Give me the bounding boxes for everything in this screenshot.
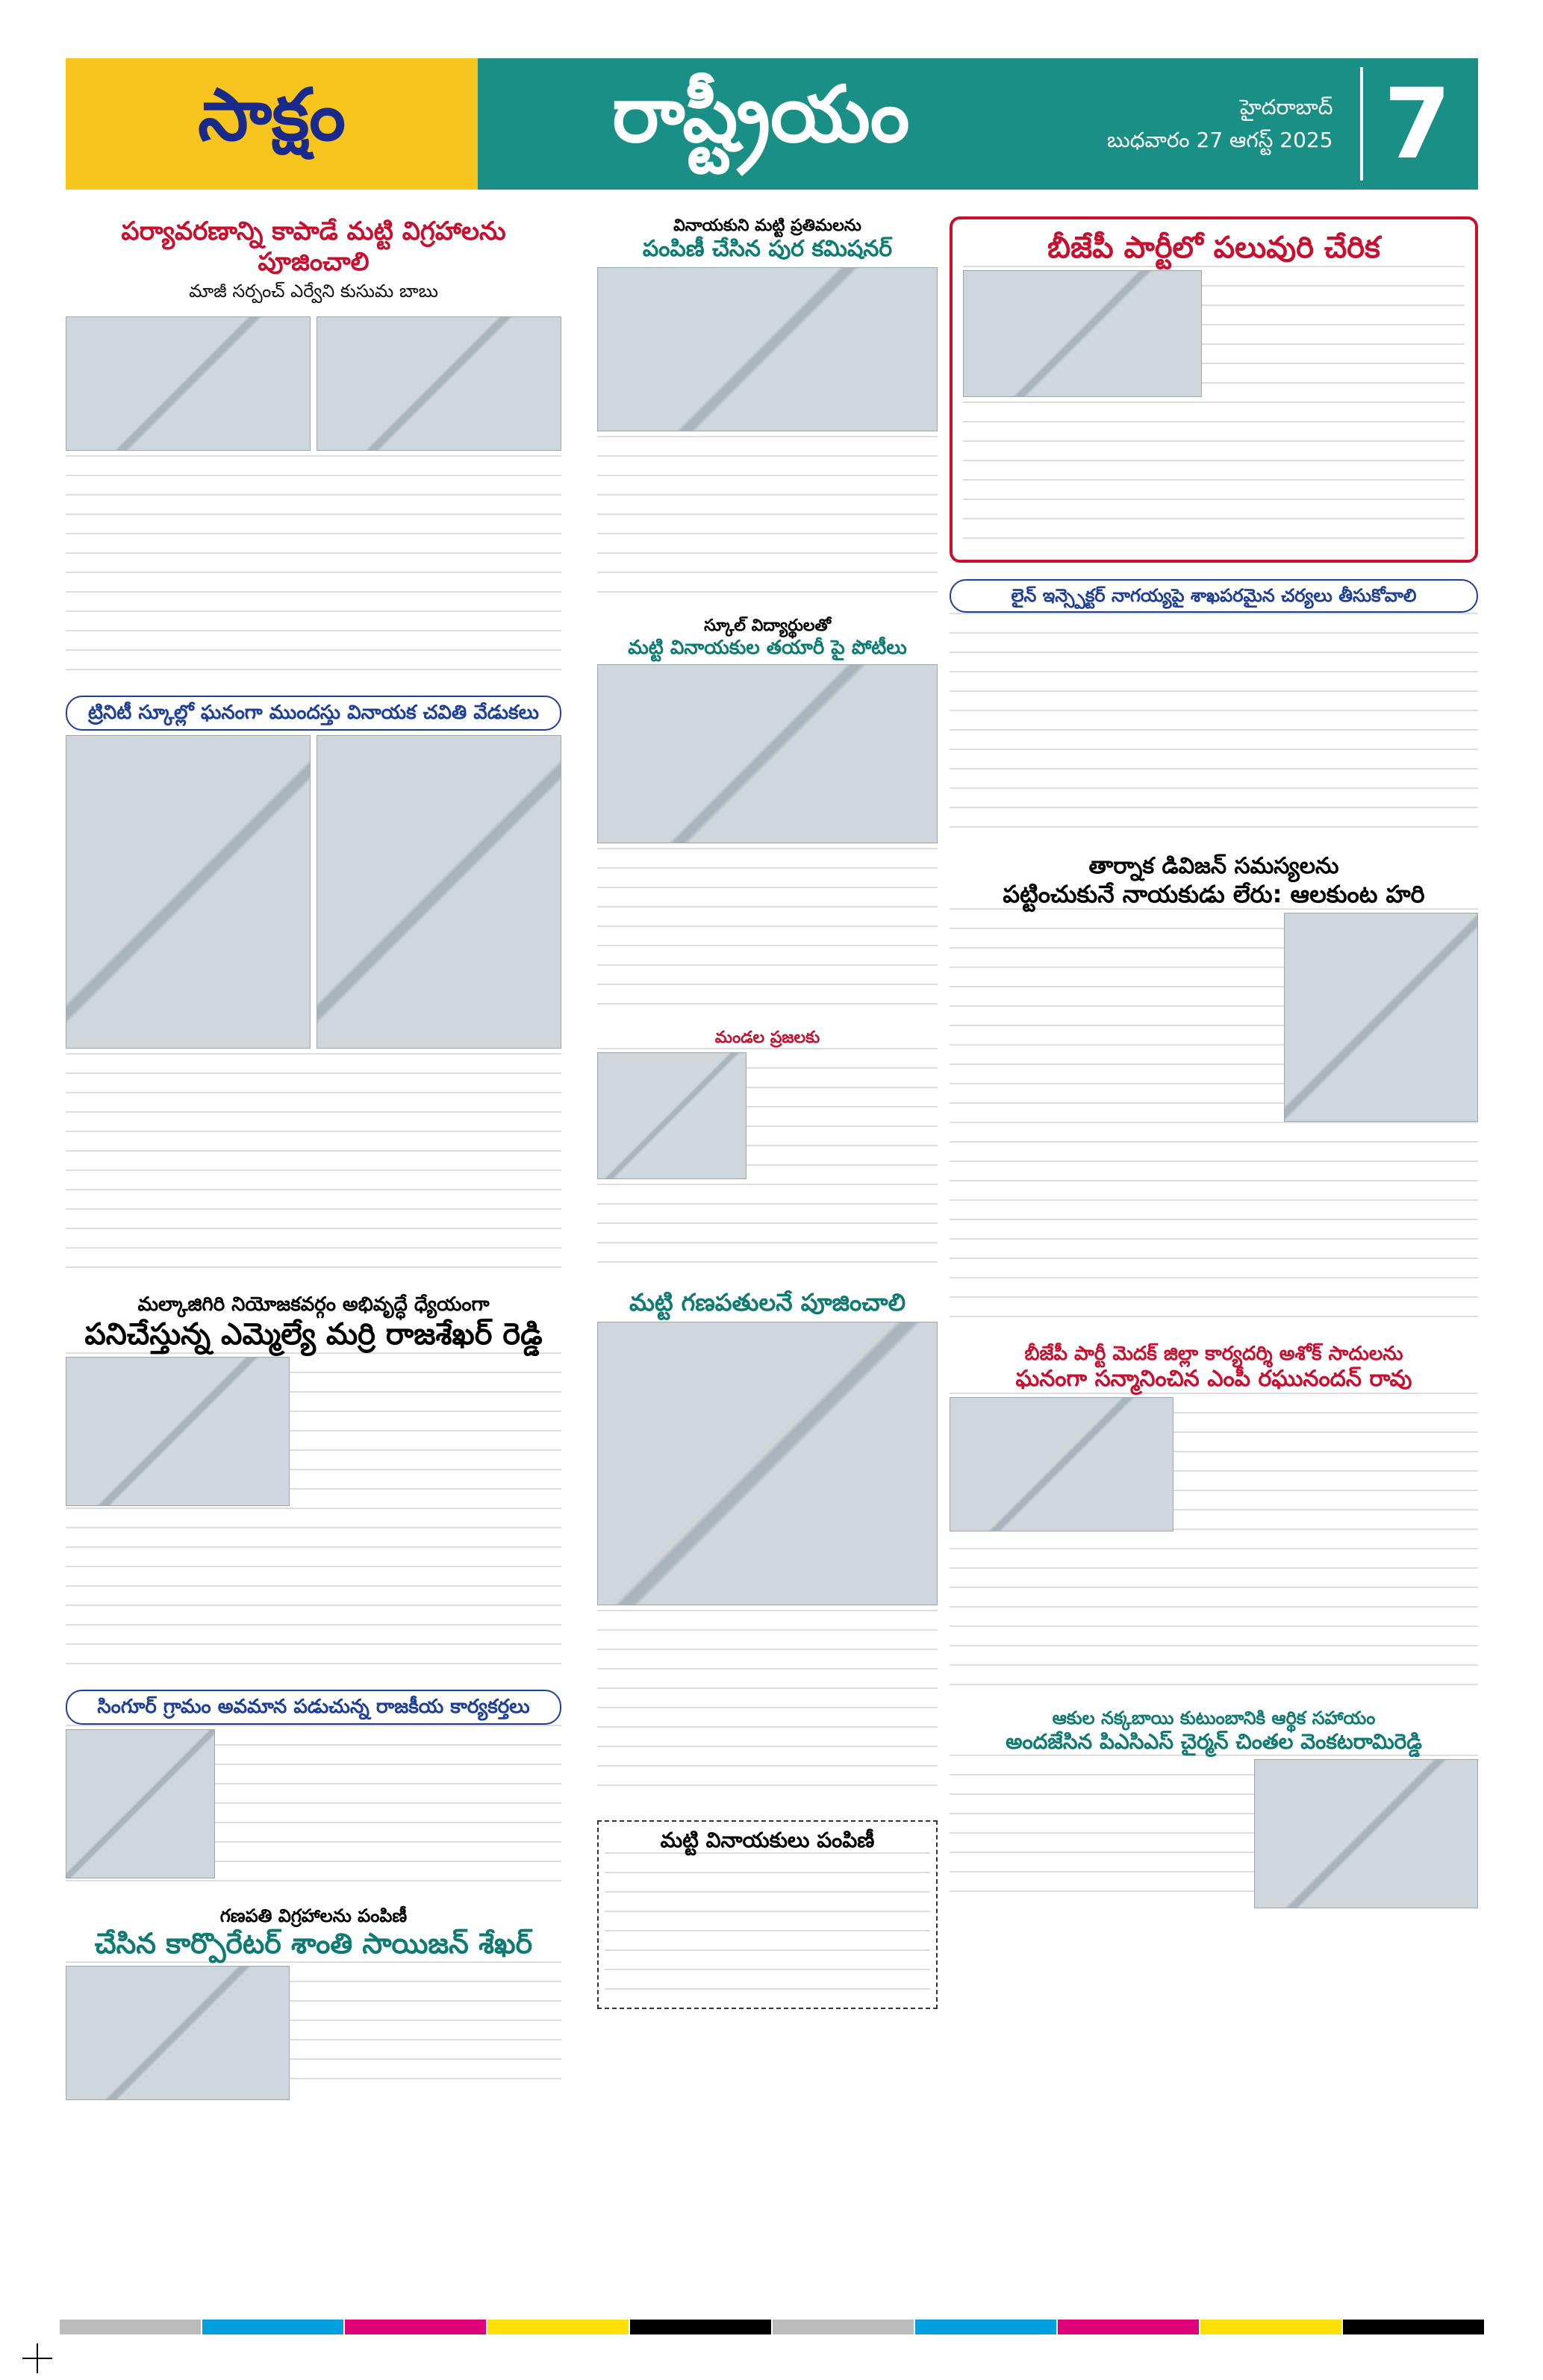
photo xyxy=(66,1357,290,1506)
photo xyxy=(950,1397,1173,1531)
headline: ఆకుల నక్కబాయి కుటుంబానికి ఆర్థిక సహాయం xyxy=(1052,1708,1376,1729)
article xyxy=(950,853,1478,1326)
article xyxy=(597,616,938,1012)
headline: పర్యావరణాన్ని కాపాడే మట్టి విగ్రహాలను పూజించాలి xyxy=(121,216,506,277)
headline: వినాయకుని మట్టి ప్రతిమలను xyxy=(673,216,861,235)
newspaper-logo: సాక్షం xyxy=(66,58,478,190)
page-number: 7 xyxy=(1360,67,1451,181)
headline: మట్టి వినాయకుల తయారీ పై పోటీలు xyxy=(628,636,907,659)
headline: మల్కాజిగిరి నియోజకవర్గం అభివృద్ధే ధ్యేయంగా xyxy=(137,1293,490,1316)
headline: అందజేసిన పిఎసిఎస్ చైర్మన్ చింతల వెంకటరామిరెడ్డి xyxy=(1006,1729,1422,1755)
article-body xyxy=(597,436,938,600)
crop-mark-icon xyxy=(22,2343,52,2373)
article xyxy=(950,1343,1478,1691)
photo xyxy=(66,735,311,1049)
article-body xyxy=(66,1053,561,1277)
date: బుధవారం 27 ఆగస్ట్ 2025 xyxy=(1107,128,1333,152)
section-title: రాష్ట్రీయం xyxy=(612,69,910,160)
photo xyxy=(1254,1759,1478,1908)
article xyxy=(66,1293,561,1673)
column-2 xyxy=(597,216,938,2276)
city: హైదరాబాద్ xyxy=(1239,95,1333,119)
headline: తార్నాక డివిజన్ సమస్యలను xyxy=(1088,852,1339,879)
headline: ఘనంగా సన్మానించిన ఎంపీ రఘునందన్ రావు xyxy=(1015,1366,1412,1393)
article xyxy=(950,579,1478,837)
photo xyxy=(66,316,311,451)
article xyxy=(950,1708,1478,1912)
article-body xyxy=(950,613,1478,837)
headline: బీజేపీ పార్టీలో పలువురి చేరిక xyxy=(1047,231,1380,265)
article-body xyxy=(597,1610,938,1804)
photo xyxy=(597,1322,938,1605)
photo xyxy=(597,267,938,431)
article xyxy=(66,216,561,679)
subheadline: మాజీ సర్పంచ్ ఎర్వేని కుసుమ బాబు xyxy=(189,280,438,302)
photo xyxy=(66,1966,290,2100)
article-body xyxy=(597,848,938,1012)
article xyxy=(950,216,1478,563)
headline: మండల ప్రజలకు xyxy=(714,1028,820,1047)
masthead xyxy=(66,58,1478,190)
headline: బీజేపీ పార్టీ మెదక్ జిల్లా కార్యదర్శి అశోక్ సాదులను xyxy=(1024,1343,1403,1366)
article xyxy=(66,1905,561,2104)
article xyxy=(597,1820,938,2010)
article-body xyxy=(66,455,561,679)
headline: లైన్ ఇన్స్పెక్టర్ నాగయ్యపై శాఖపరమైన చర్యలు తీసుకోవాలి xyxy=(950,579,1478,613)
article xyxy=(597,1288,938,1803)
headline: ట్రినిటీ స్కూల్లో ఘనంగా ముందస్తు వినాయక చవితి వేడుకలు xyxy=(66,696,561,731)
photo xyxy=(963,270,1202,397)
headline: పనిచేస్తున్న ఎమ్మెల్యే మర్రి రాజశేఖర్ రెడ్డి xyxy=(84,1317,543,1352)
article xyxy=(597,216,938,600)
headline: పంపిణీ చేసిన పుర కమిషనర్ xyxy=(642,236,893,263)
photo xyxy=(66,1729,215,1878)
headline: మట్టి వినాయకులు పంపిణీ xyxy=(660,1827,875,1852)
article xyxy=(66,696,561,1277)
column-3 xyxy=(950,216,1478,2276)
headline: మట్టి గణపతులనే పూజించాలి xyxy=(629,1288,906,1317)
photo xyxy=(597,1052,746,1179)
headline: చేసిన కార్పొరేటర్ శాంతి సాయిజన్ శేఖర్ xyxy=(94,1926,533,1960)
article-body xyxy=(605,1852,930,2002)
photo xyxy=(1284,913,1478,1122)
column-1 xyxy=(66,216,561,2276)
headline: పట్టించుకునే నాయకుడు లేరు: ఆలకుంట హరి xyxy=(1003,879,1425,908)
headline: స్కూల్ విద్యార్థులతో xyxy=(704,616,831,636)
article xyxy=(66,1690,561,1889)
photo xyxy=(317,316,561,451)
article xyxy=(597,1028,938,1272)
headline: సింగూర్ గ్రామం అవమాన పడుచున్న రాజకీయ కార్యకర్తలు xyxy=(66,1690,561,1725)
headline: గణపతి విగ్రహాలను పంపిణీ xyxy=(219,1905,408,1927)
photo xyxy=(597,664,938,843)
print-registration-strip xyxy=(60,2320,1484,2334)
photo xyxy=(317,735,561,1049)
